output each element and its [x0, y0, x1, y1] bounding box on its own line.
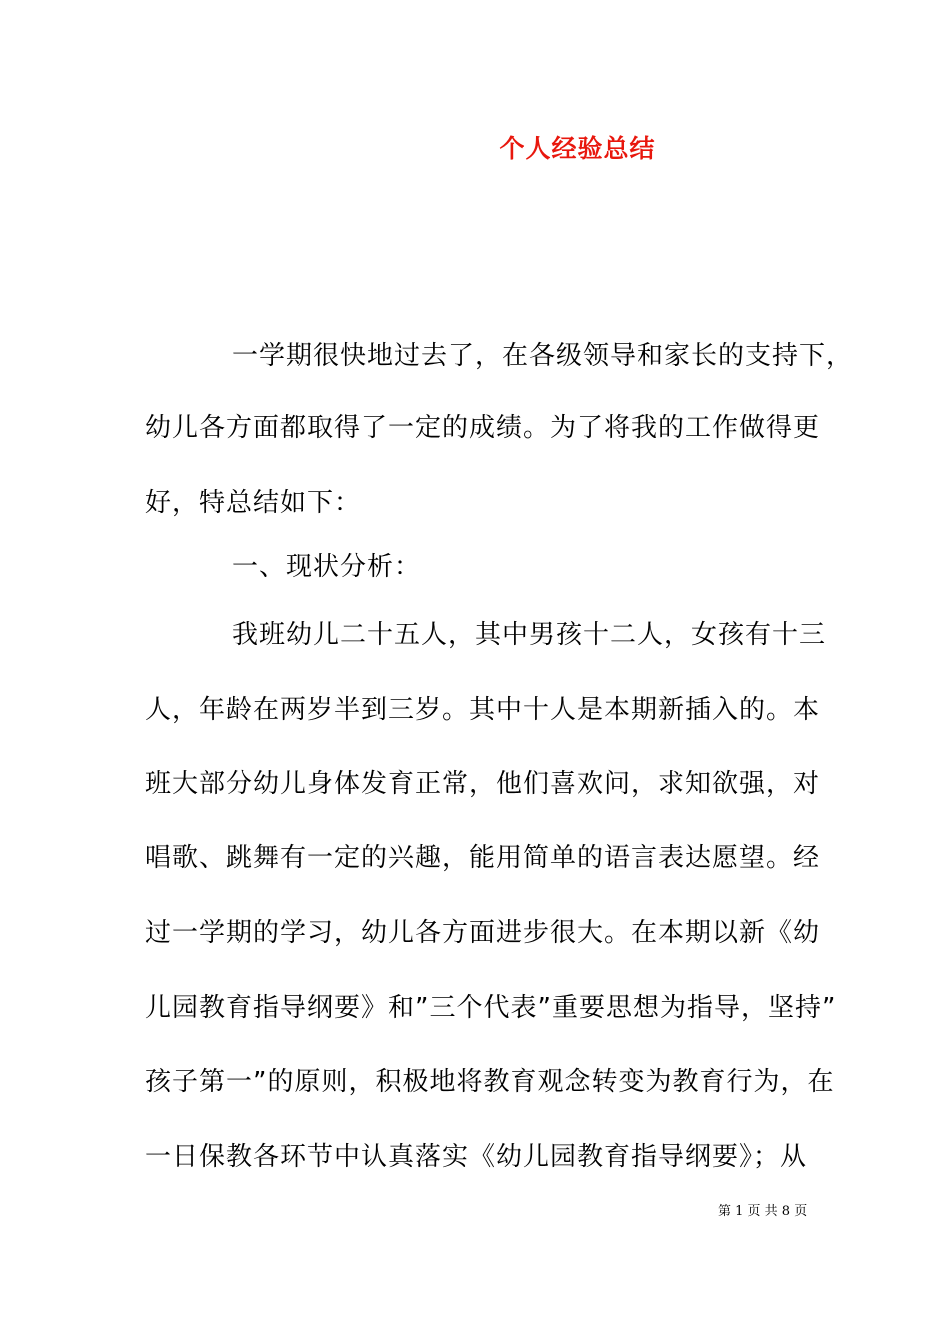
- paragraph-line: 过一学期的学习，幼儿各方面进步很大。在本期以新《幼: [145, 918, 821, 948]
- paragraph-line: 幼儿各方面都取得了一定的成绩。为了将我的工作做得更: [145, 413, 821, 443]
- paragraph-line: 孩子第一”的原则，积极地将教育观念转变为教育行为，在: [145, 1067, 835, 1097]
- paragraph-line: 好，特总结如下：: [145, 488, 362, 518]
- paragraph-line: 一学期很快地过去了，在各级领导和家长的支持下，: [232, 341, 854, 371]
- paragraph-line: 唱歌、跳舞有一定的兴趣，能用简单的语言表达愿望。经: [145, 843, 821, 873]
- document-title: 个人经验总结: [499, 134, 656, 163]
- paragraph-line: 一日保教各环节中认真落实《幼儿园教育指导纲要》；从: [145, 1142, 808, 1172]
- paragraph-line: 我班幼儿二十五人，其中男孩十二人，女孩有十三: [232, 620, 827, 650]
- paragraph-line: 儿园教育指导纲要》和”三个代表”重要思想为指导，坚持”: [145, 993, 837, 1023]
- page-number-footer: 第 1 页 共 8 页: [718, 1204, 808, 1219]
- paragraph-line: 班大部分幼儿身体发育正常，他们喜欢问，求知欲强，对: [145, 769, 821, 799]
- section-heading: 一、现状分析：: [232, 552, 422, 582]
- paragraph-line: 人，年龄在两岁半到三岁。其中十人是本期新插入的。本: [145, 695, 821, 725]
